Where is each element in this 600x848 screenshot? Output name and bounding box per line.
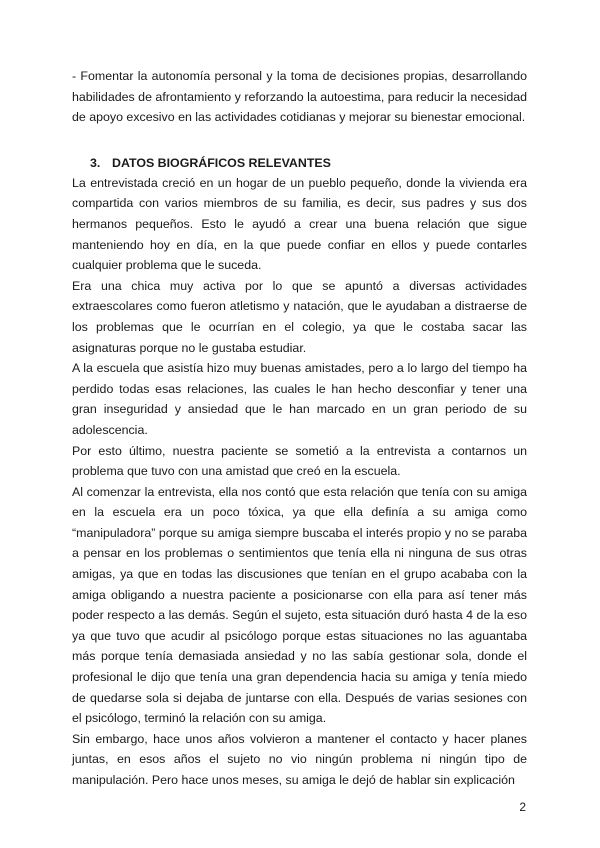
- section-heading: [72, 153, 527, 173]
- paragraph-childhood-home: La entrevistada creció en un hogar de un pueblo pequeño, donde la vivienda era compartida con varios miembros de su familia, es decir, sus padres y sus dos hermanos pequeños. Esto le ayudó a crear una buena relación que sigue manteniendo hoy en día, en la que puede confiar en ellos y puede contarles cualquier problema que le suceda.: [72, 175, 527, 273]
- paragraph-toxic-relationship: Al comenzar la entrevista, ella nos contó que esta relación que tenía con su amiga en la escuela era un poco tóxica, ya que ella definía a su amiga como “manipuladora” porque su amiga siempre buscaba el interés propio y no se paraba a pensar en los problemas o sentimientos que tenía ella ni ninguna de sus otras amigas, ya que en todas las discusiones que tenían en el grupo acababa con la amiga obligando a nuestra paciente a posicionarse con ella para así tener más poder respecto a las demás. Según el sujeto, esta situación duró hasta 4 de la eso ya que tuvo que acudir al psicólogo porque estas situaciones no las aguantaba más porque tenía demasiada ansiedad y no las sabía gestionar sola, donde el profesional le dijo que tenía una gran dependencia hacia su amiga y tenía miedo de quedarse sola si dejaba de juntarse con ella. Después de varias sesiones con el psicólogo, terminó la relación con su amiga.: [72, 484, 527, 726]
- section-title: DATOS BIOGRÁFICOS RELEVANTES: [112, 155, 331, 170]
- paragraph-renewed-contact: Sin embargo, hace unos años volvieron a mantener el contacto y hacer planes juntas, en esos años el sujeto no vio ningún problema ni ningún tipo de manipulación. Pero hace unos meses, su amiga le dejó de hablar sin explicación: [72, 731, 527, 787]
- bullet-paragraph: - Fomentar la autonomía personal y la toma de decisiones propias, desarrollando habilidades de afrontamiento y reforzando la autoestima, para reducir la necesidad de apoyo excesivo en las actividades cotidianas y mejorar su bienestar emocional.: [72, 69, 527, 125]
- paragraph-school-friends: A la escuela que asistía hizo muy buenas amistades, pero a lo largo del tiempo ha perdido todas esas relaciones, las cuales le han hecho desconfiar y tener una gran inseguridad y ansiedad que le han marcado en un gran periodo de su adolescencia.: [72, 361, 527, 437]
- document-page: [72, 66, 527, 791]
- paragraph-activities: Era una chica muy activa por lo que se apuntó a diversas actividades extraescolares como fueron atletismo y natación, que le ayudaban a distraerse de los problemas que le ocurrían en el colegio, ya que le costaba sacar las asignaturas porque no le gustaba estudiar.: [72, 278, 527, 355]
- page-number: 2: [519, 800, 526, 814]
- paragraph-interview-reason: Por esto último, nuestra paciente se sometió a la entrevista a contarnos un problema que tuvo con una amistad que creó en la escuela.: [72, 443, 527, 479]
- section-number: 3.: [90, 155, 101, 170]
